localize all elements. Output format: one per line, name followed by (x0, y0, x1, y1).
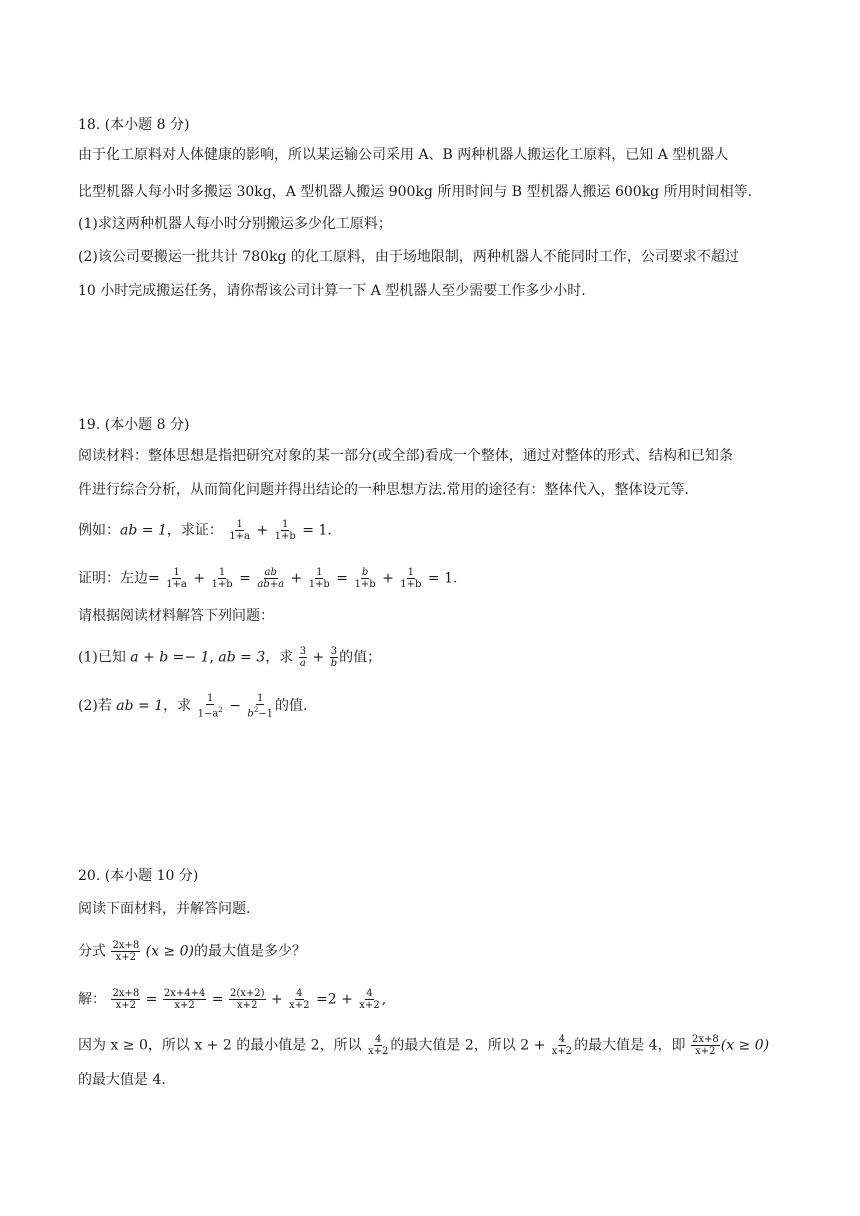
fraction: $\frac{1}{b^2-1}$ (247, 693, 274, 720)
q19-part-1: (1)已知 a + b =− 1, ab = 3，求 $\frac{3}{a}$ + $\frac{3}{b}$ 的值； (78, 646, 382, 669)
q18-line-1: 由于化工原料对人体健康的影响，所以某运输公司采用 A、B 两种机器人搬运化工原料，已知 A 型机器人 (78, 147, 729, 163)
fraction: $\frac{1}{1-a^2}$ (197, 693, 223, 720)
fraction: $\frac{1}{1+b}$ (308, 567, 330, 590)
q20-reasoning: 因为 x ≥ 0，所以 x + 2 的最小值是 2，所以 $\frac{4}{x+2}$ 的最大值是 2，所以 2 + $\frac{4}{x+2}$ 的最大值是 4，即 $\frac{2x+8}{x+2}$ (x ≥ 0) (78, 1034, 770, 1057)
fraction: $\frac{2x+8}{x+2}$ (112, 988, 140, 1011)
q19-line-1: 阅读材料：整体思想是指把研究对象的某一部分(或全部)看成一个整体，通过对整体的形式、结构和已知条 (78, 448, 733, 464)
q19-part-2: (2)若 ab = 1，求 $\frac{1}{1-a^2}$ − $\frac{1}{b^2-1}$ 的值. (78, 693, 308, 720)
fraction: $\frac{b}{1+b}$ (354, 567, 376, 590)
q19-prompt: 请根据阅读材料解答下列问题： (78, 608, 274, 624)
fraction: $\frac{1}{1+b}$ (211, 567, 233, 590)
fraction: $\frac{2x+4+4}{x+2}$ (163, 988, 206, 1011)
fraction: $\frac{1}{1+a}$ (229, 519, 251, 542)
q20-line-1: 阅读下面材料，并解答问题. (78, 901, 251, 917)
q18-line-3: (1)求这两种机器人每小时分别搬运多少化工原料； (78, 216, 392, 232)
fraction: $\frac{1}{1+b}$ (400, 567, 422, 590)
fraction: $\frac{1}{1+a}$ (166, 567, 187, 590)
q18-line-5: 10 小时完成搬运任务，请你帮该公司计算一下 A 型机器人至少需要工作多少小时. (78, 283, 586, 299)
fraction: $\frac{2(x+2)}{x+2}$ (229, 988, 265, 1011)
q18-header: 18. (本小题 8 分) (78, 117, 190, 133)
q19-header: 19. (本小题 8 分) (78, 417, 190, 433)
fraction: $\frac{4}{x+2}$ (359, 988, 380, 1011)
q20-header: 20. (本小题 10 分) (78, 868, 199, 884)
fraction: $\frac{ab}{ab+a}$ (257, 567, 285, 590)
q19-example: 例如：ab = 1，求证： $\frac{1}{1+a}$ + $\frac{1}{1+b}$ = 1. (78, 519, 332, 542)
fraction: $\frac{2x+8}{x+2}$ (112, 940, 140, 963)
fraction: $\frac{3}{a}$ (299, 646, 307, 669)
q19-proof: 证明：左边= $\frac{1}{1+a}$ + $\frac{1}{1+b}$ = $\frac{ab}{ab+a}$ + $\frac{1}{1+b}$ = $\frac{b}{1+b}$ + $\frac{1}{1+b}$ = 1. (78, 567, 458, 590)
q18-line-4: (2)该公司要搬运一批共计 780kg 的化工原料，由于场地限制，两种机器人不能同时工作，公司要求不超过 (78, 249, 739, 265)
fraction: $\frac{1}{1+b}$ (274, 519, 296, 542)
fraction: $\frac{4}{x+2}$ (551, 1034, 573, 1057)
fraction: $\frac{2x+8}{x+2}$ (691, 1034, 719, 1057)
fraction: $\frac{4}{x+2}$ (289, 988, 310, 1011)
q20-conclusion: 的最大值是 4. (78, 1072, 166, 1088)
q20-solution: 解： $\frac{2x+8}{x+2}$ = $\frac{2x+4+4}{x+2}$ = $\frac{2(x+2)}{x+2}$ + $\frac{4}{x+2}$ =2 + $\frac{4}{x+2}$ , (78, 988, 387, 1011)
fraction: $\frac{4}{x+2}$ (368, 1034, 389, 1057)
fraction: $\frac{3}{b}$ (330, 646, 338, 669)
q19-line-2: 件进行综合分析，从而简化问题并得出结论的一种思想方法.常用的途径有：整体代入，整体设元等. (78, 482, 689, 498)
q18-line-2: 比型机器人每小时多搬运 30kg，A 型机器人搬运 900kg 所用时间与 B 型机器人搬运 600kg 所用时间相等. (78, 184, 753, 200)
q20-problem: 分式 $\frac{2x+8}{x+2}$ (x ≥ 0)的最大值是多少？ (78, 940, 307, 963)
